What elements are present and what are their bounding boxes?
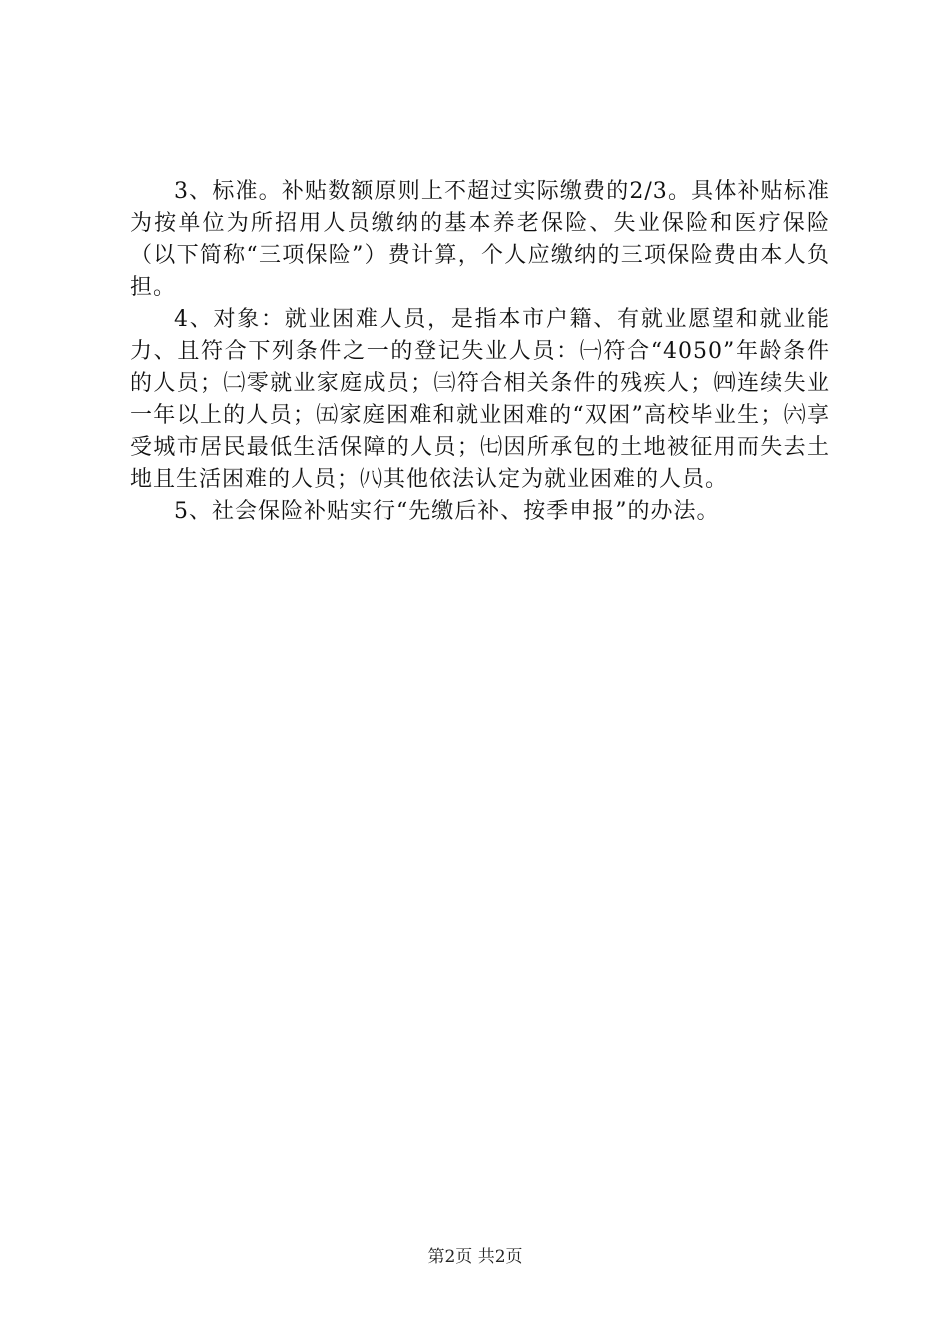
paragraph-eligible-persons: 4、对象：就业困难人员，是指本市户籍、有就业愿望和就业能力、且符合下列条件之一的登记失业人员：㈠符合“4050”年龄条件的人员；㈡零就业家庭成员；㈢符合相关条件的残疾人；㈣连续失业一年以上的人员；㈤家庭困难和就业困难的“双困”高校毕业生；㈥享受城市居民最低生活保障的人员；㈦因所承包的土地被征用而失去土地且生活困难的人员；㈧其他依法认定为就业困难的人员。 bbox=[130, 307, 830, 492]
page-number-footer: 第2页 共2页 bbox=[427, 1247, 523, 1267]
paragraph-standard: 3、标准。补贴数额原则上不超过实际缴费的2/3。具体补贴标准为按单位为所招用人员缴纳的基本养老保险、失业保险和医疗保险（以下简称“三项保险”）费计算，个人应缴纳的三项保险费由本人负担。 bbox=[130, 179, 830, 300]
document-body bbox=[130, 176, 830, 528]
paragraph-subsidy-method: 5、社会保险补贴实行“先缴后补、按季申报”的办法。 bbox=[174, 499, 720, 524]
